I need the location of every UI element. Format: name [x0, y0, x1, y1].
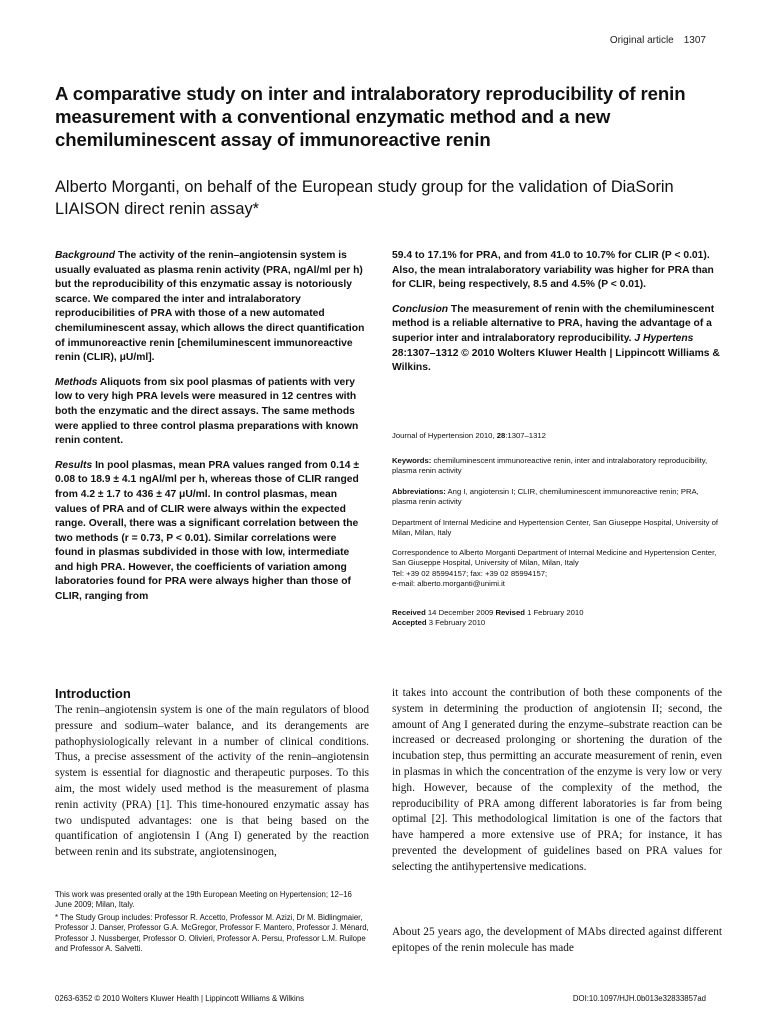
journal-citation	[392, 431, 722, 441]
abstract-left-column	[55, 249, 367, 615]
abbreviations	[392, 487, 722, 508]
abstract-results	[55, 459, 367, 605]
received-date: 14 December 2009	[425, 608, 496, 617]
citation-rest: 28:1307–1312 © 2010 Wolters Kluwer Health | Lippincott Williams & Wilkins.	[392, 347, 720, 374]
methods-text: Aliquots from six pool plasmas of patients with very low to very high PRA levels were measured in 12 centres with both the enzymatic and the direct assays. The same methods were applied to three control plasma preparations with known renin content.	[55, 376, 359, 447]
abstract-methods	[55, 376, 367, 449]
introduction-right-text-2: About 25 years ago, the development of MAbs directed against different epitopes of the renin molecule has made	[392, 926, 722, 954]
keywords	[392, 456, 722, 477]
footnote-presentation: This work was presented orally at the 19th European Meeting on Hypertension; 12–16 June 2009; Milan, Italy.	[55, 890, 352, 910]
article-title: A comparative study on inter and intralaboratory reproducibility of renin measurement with a conventional enzymatic method and a new chemiluminescent assay of immunoreactive renin	[55, 83, 686, 150]
introduction-right-text: it takes into account the contribution of both these components of the system in determining the production of angiotensin II; second, the amount of Ang I generated during the enzyme–substrate reaction can be increased or decreased prolonging or shortening the duration of the incubation step, thus permitting an accurate measurement of renin, even in plasmas in which the concentration of the enzyme is very low or very high. However, because of the complexity of the method, the reproducibility of PRA among different laboratories is far from being optimal [2]. This methodological limitation is one of the factors that have hampered a more extensive use of PRA; for instance, it has prevented the development of guidelines based on PRA values for selecting the antihypertensive medications.	[392, 687, 722, 873]
citation-journal: J Hypertens	[634, 332, 694, 344]
abstract-background	[55, 249, 367, 366]
author-line: Alberto Morganti, on behalf of the European study group for the validation of DiaSorin LIAISON direct renin assay*	[55, 178, 674, 218]
abstract-conclusion	[392, 303, 722, 376]
conclusion-label: Conclusion	[392, 303, 449, 315]
correspondence	[392, 548, 722, 590]
journal-volume: 28	[496, 431, 506, 440]
footnotes	[55, 890, 369, 956]
results-text: In pool plasmas, mean PRA values ranged from 0.14 ± 0.08 to 18.9 ± 4.1 ngAl/ml per h, whereas those of CLIR ranged from 4.2 ± 1.7 to 436 ± 47 μU/ml. In control plasmas, mean values of PRA and of CLIR were always within the expected range. Overall, there was a significant correlation between the two methods (r = 0.73, P < 0.01). Similar correlations were found in plasmas subdivided in those with low, intermediate and high PRA. However, the coefficients of variation among laboratories found for PRA were always higher than those of CLIR, ranging from	[55, 459, 359, 603]
methods-label: Methods	[55, 376, 98, 388]
accepted-date: 3 February 2010	[426, 618, 486, 628]
abstract-right-column	[392, 249, 722, 386]
doi-footer: DOI:10.1097/HJH.0b013e32833857ad	[572, 994, 706, 1003]
conclusion-text: The measurement of renin with the chemiluminescent method is a reliable alternative to PRA, having the advantage of a superior inter and intralaboratory reproducibility.	[392, 303, 715, 344]
correspondence-address: Correspondence to Alberto Morganti Department of Internal Medicine and Hypertension Center, San Giuseppe Hospital, University of Milan, Milan, Italy	[392, 548, 717, 568]
keywords-text: chemiluminescent immunoreactive renin, inter and intralaboratory reproducibility, plasma renin activity	[392, 456, 708, 476]
introduction-heading: Introduction	[55, 686, 131, 701]
section-label: Original article	[609, 35, 674, 46]
running-header	[600, 35, 706, 46]
keywords-label: Keywords:	[392, 456, 432, 465]
revised-label: Revised	[495, 608, 525, 617]
journal-pages: :1307–1312	[505, 431, 546, 440]
page-number: 1307	[683, 35, 706, 46]
results-label: Results	[55, 459, 93, 471]
correspondence-phone: Tel: +39 02 85994157; fax: +39 02 85994157;	[392, 568, 548, 578]
journal-name: Journal of Hypertension	[392, 431, 474, 440]
abbreviations-label: Abbreviations:	[392, 487, 446, 496]
background-label: Background	[55, 250, 116, 261]
footnote-study-group: * The Study Group includes: Professor R. Accetto, Professor M. Azizi, Dr M. Bidlingmaier, Professor J. Danser, Professor G.A. McGregor, Professor F. Mantero, Professor J. Ménard, Professor J. Nussberger, Professor O. Olivieri, Professor A. Persu, Professor L.M. Ruilope and Professor A. Salvetti.	[55, 912, 369, 954]
abstract-results-continued: 59.4 to 17.1% for PRA, and from 41.0 to 10.7% for CLIR (P < 0.01). Also, the mean intralaboratory variability was higher for PRA than for CLIR, being respectively, 8.5 and 4.5% (P < 0.01).	[392, 250, 714, 291]
background-text: The activity of the renin–angiotensin system is usually evaluated as plasma renin activity (PRA, ngAl/ml per h) but the reproducibility of this enzymatic assay is notoriously scarce. We compared the inter and intralaboratory reproducibilities of PRA with those of a new automated chemiluminescent assay, which allows the direct quantification of immunoreactive renin [chemiluminescent immunoreactive renin (CLIR), μU/ml].	[55, 250, 365, 364]
accepted-label: Accepted	[392, 618, 427, 628]
abbreviations-text: Ang I, angiotensin I; CLIR, chemiluminescent immunoreactive renin; PRA, plasma renin activity	[392, 487, 699, 507]
copyright-footer: 0263-6352 © 2010 Wolters Kluwer Health | Lippincott Williams & Wilkins	[55, 994, 305, 1003]
affiliation: Department of Internal Medicine and Hypertension Center, San Giuseppe Hospital, University of Milan, Milan, Italy	[392, 518, 719, 538]
received-label: Received	[392, 608, 426, 617]
revised-date: 1 February 2010	[524, 608, 584, 617]
article-dates	[392, 608, 722, 629]
introduction-left-text: The renin–angiotensin system is one of the main regulators of blood pressure and sodium–water balance, and its derangements are pathophysiologically relevant in a number of clinical conditions. Thus, a precise assessment of the activity of the renin–angiotensin system is essential for diagnostic and therapeutic purposes. To this aim, the most widely used method is the measurement of plasma renin activity (PRA) [1]. This time-honoured enzymatic assay has two undisputed advantages: one is that being based on the quantification of angiotensin I (Ang I) generated by the reaction between renin and its substrate, angiotensinogen,	[55, 704, 369, 859]
journal-year: 2010,	[473, 431, 497, 440]
correspondence-email: e-mail: alberto.morganti@unimi.it	[392, 579, 505, 589]
